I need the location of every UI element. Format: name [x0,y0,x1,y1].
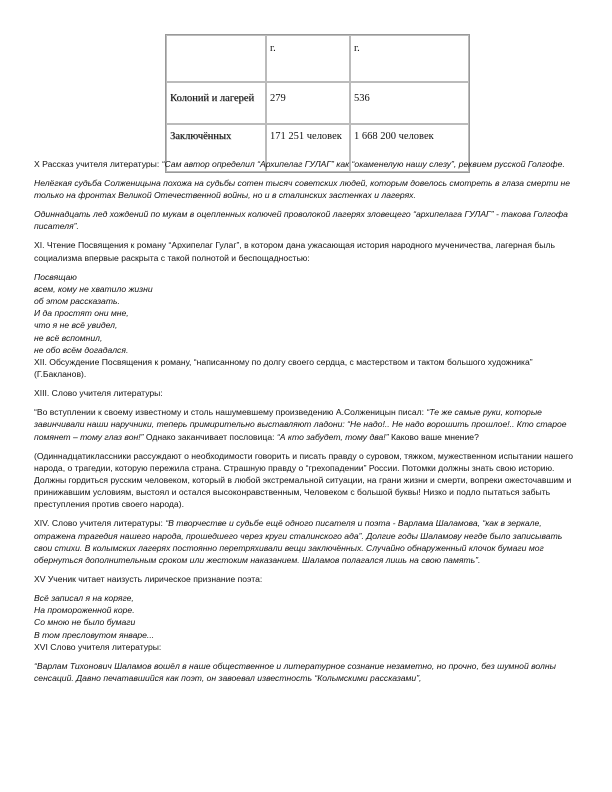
section-13-text [34,406,582,443]
lesson-text [34,158,582,691]
section-lead: X Рассказ учителя литературы: [34,159,162,169]
table-cell: 536 [350,82,469,124]
section-14 [34,517,582,566]
quote: “В творчестве и судьбе ещё одного писателя и поэта - Варлама Шаламова, “как в зеркале, отражена трагедия нашего народа, прошедшего через круги сталинского ада”. Долгие годы Шаламову негде было записывать свои стихи. В колымских лагерях постоянно перетряхивали вещи заключённых. Случайно обнаруженный клочок бумаги мог обернуться дополнительным сроком или жестоким наказанием. Шаламов полагался лишь на свою память”. [34,518,563,566]
table-cell: 171 251 человек [266,124,350,172]
section-10 [34,158,582,170]
poem-line: не всё вспомнил, [34,332,103,343]
poem-line: В том пресловутом январе... [34,629,155,640]
table-cell: 1 668 200 человек [350,124,469,172]
lyric-poem [34,592,582,641]
table-cell: 279 [266,82,350,124]
section-13-discussion: (Одиннадцатиклассники рассуждают о необходимости говорить и писать правду о суровом, тяжком, мужественном испытании нашего народа, о трагедии, которую пережила страна. Страшную правду о “грехопадении” России. Потомки должны знать свою историю. Должны гордиться русским человеком, который в любой экстремальной ситуации, на грани жизни и смерти, вопреки ожесточавшим и принижавшим условиям, выстоял и остался высоконравственным, Человеком с большой буквы! Низко и подло пытаться забыть преступления против своего народа). [34,450,573,510]
table-cell: Колоний и лагерей [166,82,266,124]
table-cell [166,35,266,82]
quote: “Сам автор определил “Архипелаг ГУЛАГ” как “окаменелую нашу слезу”, реквием русской Голгофе. [161,159,565,169]
text-run: Однако заканчивает пословица: [143,431,277,442]
poem-line: не обо всём догадался. [34,344,129,355]
section-15: XV Ученик читает наизусть лирическое признание поэта: [34,574,263,585]
table-cell: г. [266,35,350,82]
dedication-poem [34,271,582,356]
poem-line: Посвящаю [34,271,77,282]
paragraph-eleven-years [34,208,582,232]
poem-line: Всё записал я на коряге, [34,593,134,604]
poem-line: что я не всё увидел, [34,320,118,331]
table-row [166,82,469,124]
poem-line: Со мною не было бумаги [34,617,136,628]
statistics-table [165,34,470,173]
poem-line: На промороженной коре. [34,605,135,616]
paragraph-fate [34,177,582,201]
section-13: XIII. Слово учителя литературы: [34,388,163,399]
table-cell: г. [350,35,469,82]
text-run: “Во вступлении к своему известному и столь нашумевшему произведению А.Солженицын писал: [34,407,427,418]
quote: “Варлам Тихонович Шаламов вошёл в наше общественное и литературное сознание незаметно, но прочно, без шумной волны сенсаций. Давно печатавшийся как поэт, он завоевал известность “Колымскими рассказами”, [34,660,556,684]
quote: “Те же самые руки, которые завинчивали наши наручники, теперь примирительно выставляют ладони: “Не надо!.. Не надо ворошить прошлое!.. Кто старое помянет – тому глаз вон!” [34,407,567,442]
poem-line: И да простят они мне, [34,308,129,319]
table-cell: Заключённых [166,124,266,172]
quote: Одиннадцать лед хождений по мукам в оцепленных колючей проволокой лагерях зловещего “архипелага ГУЛАГ” - такова Голгофа писателя”. [34,209,568,232]
poem-line: всем, кому не хватило жизни [34,283,153,294]
text-run: Каково ваше мнение? [388,431,479,442]
quote: “А кто забудет, тому два!” [276,431,389,442]
section-16-text [34,660,582,684]
section-16: XVI Слово учителя литературы: [34,641,162,652]
poem-line: об этом рассказать. [34,296,120,307]
quote: Нелёгкая судьба Солженицына похожа на судьбы сотен тысяч советских людей, которым довелось смотреть в глаза смерти не только на фронтах Великой Отечественной войны, но и в сталинских застенках и лагерях. [34,178,571,201]
section-11: XI. Чтение Посвящения к роману “Архипелаг Гулаг”, в котором дана ужасающая история народного мученичества, лагерная быль социализма впервые раскрыта с такой полнотой и беспощадностью: [34,240,555,263]
section-lead: XIV. Слово учителя литературы: [34,518,166,529]
section-12: XII. Обсуждение Посвящения к роману, “написанному по долгу своего сердца, с мастерством и тактом большого художника” (Г.Бакланов). [34,357,533,380]
table-header-row [166,35,469,82]
